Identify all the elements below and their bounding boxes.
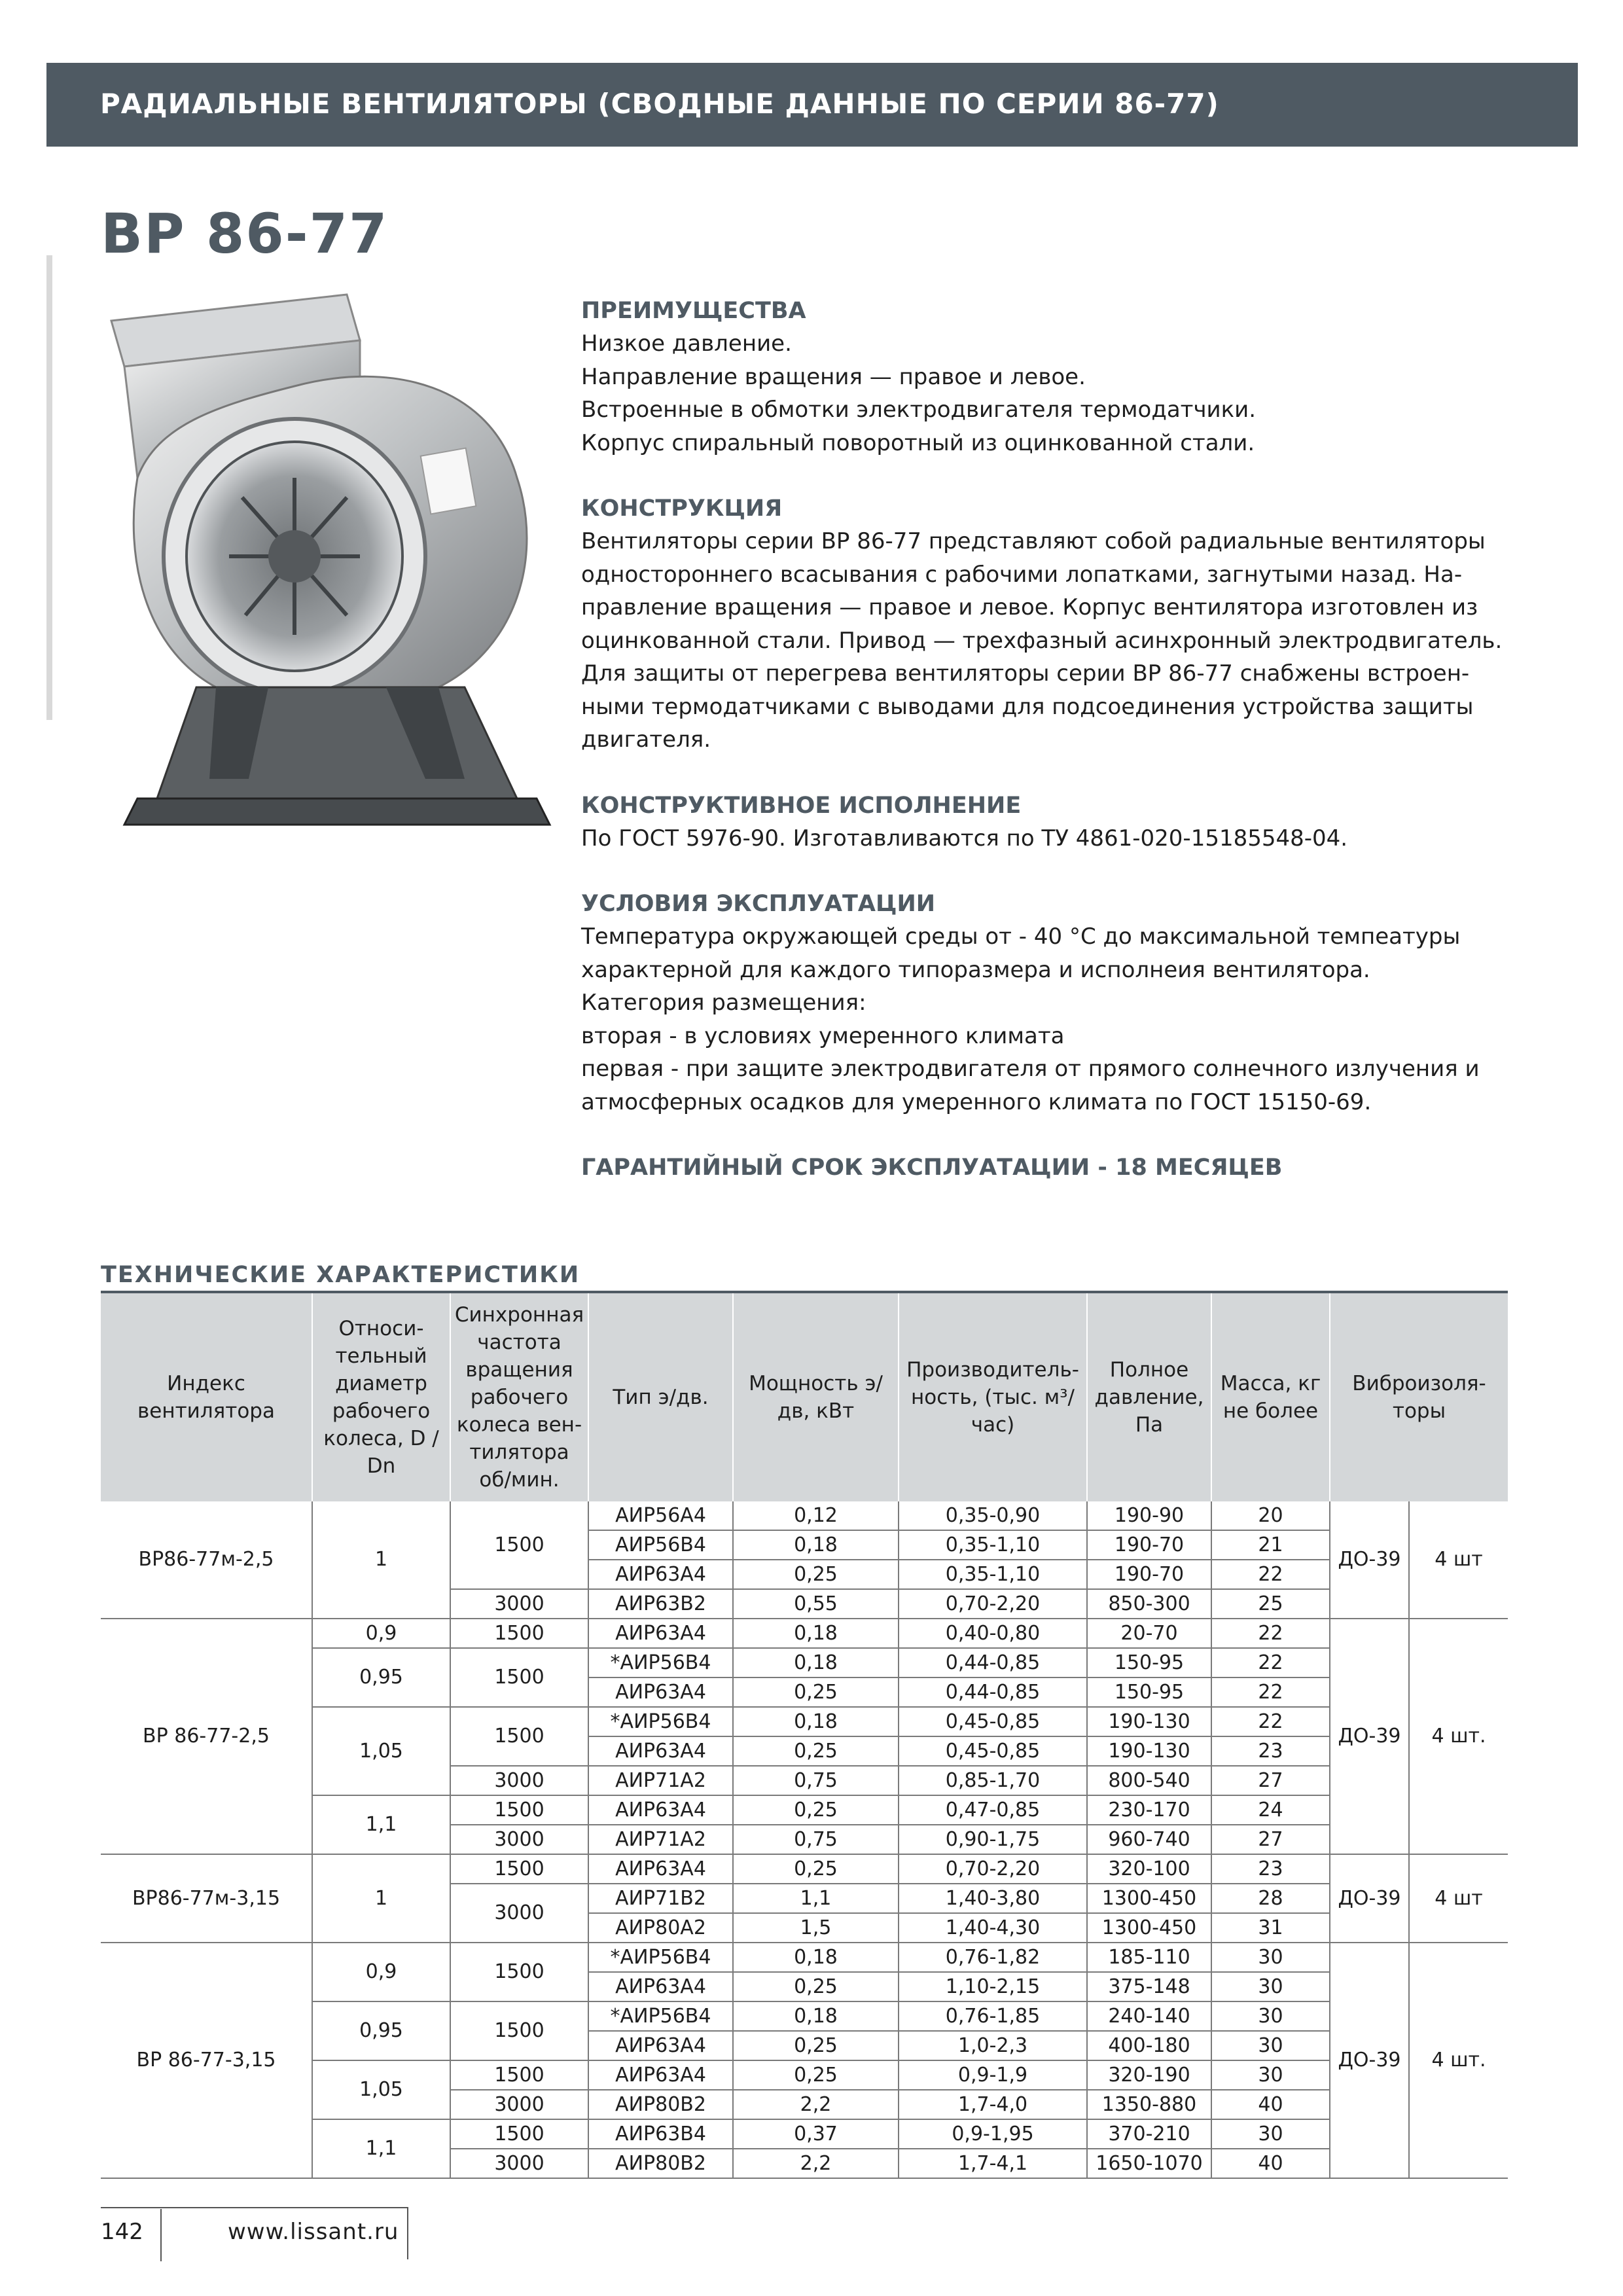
table-row <box>101 1501 1508 1530</box>
cell-diameter: 0,9 <box>312 1619 450 1648</box>
cell-motor: *АИР56В4 <box>588 1648 733 1677</box>
cell-pressure: 150-95 <box>1087 1648 1211 1677</box>
cell-flow: 0,35-0,90 <box>899 1501 1087 1530</box>
cell-mass: 22 <box>1211 1677 1330 1707</box>
cell-index: ВР 86-77-2,5 <box>101 1619 312 1854</box>
cell-motor: АИР71А2 <box>588 1825 733 1854</box>
table-row <box>101 1795 1508 1825</box>
cell-pressure: 320-100 <box>1087 1854 1211 1884</box>
cell-power: 0,18 <box>733 1530 899 1560</box>
cell-mass: 27 <box>1211 1766 1330 1795</box>
cell-motor: АИР63А4 <box>588 1736 733 1766</box>
table-row <box>101 2060 1508 2090</box>
cell-flow: 0,40-0,80 <box>899 1619 1087 1648</box>
table-body <box>101 1501 1508 2178</box>
cell-flow: 0,45-0,85 <box>899 1707 1087 1736</box>
cell-index: ВР 86-77-3,15 <box>101 1943 312 2178</box>
cell-speed: 1500 <box>450 1648 588 1707</box>
cell-mass: 30 <box>1211 2001 1330 2031</box>
cell-diameter: 0,9 <box>312 1943 450 2001</box>
section-line: атмосферных осадков для умеренного климата по ГОСТ 15150-69. <box>581 1088 1372 1115</box>
cell-pressure: 1300-450 <box>1087 1913 1211 1943</box>
cell-index: ВР86-77м-2,5 <box>101 1501 312 1619</box>
table-title: ТЕХНИЧЕСКИЕ ХАРАКТЕРИСТИКИ <box>101 1262 580 1288</box>
page-number: 142 <box>101 2219 143 2245</box>
warranty-heading: ГАРАНТИЙНЫЙ СРОК ЭКСПЛУАТАЦИИ - 18 МЕСЯЦЕВ <box>581 1155 1283 1181</box>
cell-speed: 3000 <box>450 1825 588 1854</box>
header-index: Индекс вентилятора <box>101 1293 312 1501</box>
cell-flow: 0,44-0,85 <box>899 1677 1087 1707</box>
cell-vibro-type: ДО-39 <box>1330 1501 1409 1619</box>
table-row <box>101 2001 1508 2031</box>
cell-speed: 1500 <box>450 1795 588 1825</box>
cell-speed: 3000 <box>450 1884 588 1943</box>
section-line: Низкое давление. <box>581 331 792 357</box>
cell-pressure: 400-180 <box>1087 2031 1211 2060</box>
cell-speed: 1500 <box>450 2001 588 2060</box>
table-row <box>101 1648 1508 1677</box>
cell-pressure: 230-170 <box>1087 1795 1211 1825</box>
cell-motor: АИР63А4 <box>588 1560 733 1589</box>
cell-power: 0,55 <box>733 1589 899 1619</box>
cell-speed: 3000 <box>450 1766 588 1795</box>
cell-power: 1,5 <box>733 1913 899 1943</box>
cell-vibro-qty: 4 шт <box>1409 1501 1508 1619</box>
section-line: Для защиты от перегрева вентиляторы серии ВР 86-77 снабжены встроен- <box>581 660 1470 687</box>
cell-motor: АИР56А4 <box>588 1501 733 1530</box>
cell-power: 0,18 <box>733 1619 899 1648</box>
cell-power: 0,25 <box>733 1677 899 1707</box>
cell-flow: 0,9-1,95 <box>899 2119 1087 2149</box>
cell-motor: АИР63А4 <box>588 1795 733 1825</box>
section-heading: КОНСТРУКЦИЯ <box>581 495 783 522</box>
cell-flow: 0,45-0,85 <box>899 1736 1087 1766</box>
cell-flow: 0,76-1,82 <box>899 1943 1087 1972</box>
cell-speed: 1500 <box>450 2060 588 2090</box>
cell-pressure: 800-540 <box>1087 1766 1211 1795</box>
cell-diameter: 1,1 <box>312 1795 450 1854</box>
cell-mass: 28 <box>1211 1884 1330 1913</box>
cell-mass: 23 <box>1211 1854 1330 1884</box>
cell-speed: 1500 <box>450 1619 588 1648</box>
cell-vibro-qty: 4 шт. <box>1409 1943 1508 2178</box>
footer-url: www.lissant.ru <box>228 2219 399 2245</box>
cell-pressure: 240-140 <box>1087 2001 1211 2031</box>
cell-flow: 0,35-1,10 <box>899 1560 1087 1589</box>
section-line: первая - при защите электродвигателя от прямого солнечного излучения и <box>581 1056 1480 1082</box>
cell-pressure: 190-70 <box>1087 1560 1211 1589</box>
cell-pressure: 375-148 <box>1087 1972 1211 2001</box>
cell-mass: 22 <box>1211 1560 1330 1589</box>
section-line: Температура окружающей среды от - 40 °С до максимальной темпеатуры <box>581 924 1461 950</box>
cell-motor: АИР71А2 <box>588 1766 733 1795</box>
cell-motor: АИР63А4 <box>588 1854 733 1884</box>
cell-diameter: 0,95 <box>312 2001 450 2060</box>
cell-pressure: 320-190 <box>1087 2060 1211 2090</box>
cell-diameter: 1 <box>312 1501 450 1619</box>
section-design <box>581 789 1550 855</box>
cell-power: 2,2 <box>733 2090 899 2119</box>
section-line: По ГОСТ 5976-90. Изготавливаются по ТУ 4861-020-15185548-04. <box>581 825 1348 852</box>
cell-flow: 1,40-3,80 <box>899 1884 1087 1913</box>
cell-mass: 22 <box>1211 1648 1330 1677</box>
cell-pressure: 150-95 <box>1087 1677 1211 1707</box>
section-line: двигателя. <box>581 726 711 753</box>
cell-mass: 40 <box>1211 2090 1330 2119</box>
cell-power: 0,25 <box>733 1560 899 1589</box>
header-vibro: Виброизоля-торы <box>1330 1293 1508 1501</box>
cell-mass: 40 <box>1211 2149 1330 2178</box>
table-row <box>101 1854 1508 1884</box>
cell-power: 0,25 <box>733 1854 899 1884</box>
header-pressure: Полное давление, Па <box>1087 1293 1211 1501</box>
cell-power: 0,18 <box>733 2001 899 2031</box>
section-line: Категория размещения: <box>581 990 866 1016</box>
cell-flow: 1,7-4,0 <box>899 2090 1087 2119</box>
section-construction <box>581 492 1550 757</box>
cell-pressure: 1650-1070 <box>1087 2149 1211 2178</box>
cell-diameter: 0,95 <box>312 1648 450 1707</box>
section-advantages <box>581 295 1550 459</box>
cell-speed: 3000 <box>450 2149 588 2178</box>
cell-vibro-type: ДО-39 <box>1330 1854 1409 1943</box>
table-row <box>101 1707 1508 1736</box>
description-column <box>581 295 1550 1184</box>
section-heading: КОНСТРУКТИВНОЕ ИСПОЛНЕНИЕ <box>581 792 1022 819</box>
cell-power: 0,75 <box>733 1825 899 1854</box>
cell-motor: АИР80В2 <box>588 2090 733 2119</box>
cell-flow: 0,70-2,20 <box>899 1854 1087 1884</box>
header-power: Мощность э/дв, кВт <box>733 1293 899 1501</box>
section-heading: ПРЕИМУЩЕСТВА <box>581 298 806 324</box>
cell-pressure: 190-130 <box>1087 1707 1211 1736</box>
section-line: одностороннего всасывания с рабочими лопатками, загнутыми назад. На- <box>581 561 1463 588</box>
cell-pressure: 1350-880 <box>1087 2090 1211 2119</box>
cell-motor: АИР63А4 <box>588 1619 733 1648</box>
cell-pressure: 185-110 <box>1087 1943 1211 1972</box>
cell-vibro-type: ДО-39 <box>1330 1943 1409 2178</box>
header-diameter: Относи-тельный диаметр рабочего колеса, D / Dn <box>312 1293 450 1501</box>
header-speed: Синхронная частота вращения рабочего колеса вен-тилятора об/мин. <box>450 1293 588 1501</box>
cell-flow: 0,85-1,70 <box>899 1766 1087 1795</box>
cell-power: 0,37 <box>733 2119 899 2149</box>
section-line: Вентиляторы серии ВР 86-77 представляют собой радиальные вентиляторы <box>581 528 1486 554</box>
cell-flow: 1,10-2,15 <box>899 1972 1087 2001</box>
table-header-row <box>101 1293 1508 1501</box>
cell-diameter: 1 <box>312 1854 450 1943</box>
cell-pressure: 190-70 <box>1087 1530 1211 1560</box>
cell-mass: 24 <box>1211 1795 1330 1825</box>
cell-power: 2,2 <box>733 2149 899 2178</box>
section-line: Корпус спиральный поворотный из оцинкованной стали. <box>581 429 1255 456</box>
cell-pressure: 190-90 <box>1087 1501 1211 1530</box>
section-line: Встроенные в обмотки электродвигателя термодатчики. <box>581 397 1257 423</box>
section-heading: УСЛОВИЯ ЭКСПЛУАТАЦИИ <box>581 891 936 917</box>
cell-speed: 1500 <box>450 1707 588 1766</box>
cell-speed: 1500 <box>450 2119 588 2149</box>
cell-flow: 0,70-2,20 <box>899 1589 1087 1619</box>
spec-table <box>101 1293 1508 2179</box>
section-line: Направление вращения — правое и левое. <box>581 363 1086 390</box>
cell-mass: 30 <box>1211 1972 1330 2001</box>
cell-flow: 0,90-1,75 <box>899 1825 1087 1854</box>
table-row <box>101 1943 1508 1972</box>
cell-mass: 23 <box>1211 1736 1330 1766</box>
cell-power: 0,18 <box>733 1707 899 1736</box>
section-operation <box>581 888 1550 1119</box>
footer-rule <box>101 2207 408 2208</box>
cell-motor: АИР63В4 <box>588 2119 733 2149</box>
header-mass: Масса, кг не более <box>1211 1293 1330 1501</box>
cell-flow: 1,40-4,30 <box>899 1913 1087 1943</box>
cell-mass: 22 <box>1211 1707 1330 1736</box>
footer-divider <box>160 2209 162 2261</box>
cell-mass: 21 <box>1211 1530 1330 1560</box>
cell-mass: 22 <box>1211 1619 1330 1648</box>
cell-motor: АИР63А4 <box>588 1677 733 1707</box>
cell-mass: 31 <box>1211 1913 1330 1943</box>
cell-flow: 0,44-0,85 <box>899 1648 1087 1677</box>
cell-flow: 0,47-0,85 <box>899 1795 1087 1825</box>
cell-motor: АИР80А2 <box>588 1913 733 1943</box>
cell-vibro-qty: 4 шт <box>1409 1854 1508 1943</box>
cell-diameter: 1,05 <box>312 1707 450 1795</box>
cell-motor: *АИР56В4 <box>588 2001 733 2031</box>
cell-speed: 1500 <box>450 1501 588 1589</box>
section-line: оцинкованной стали. Привод — трехфазный асинхронный электродвигатель. <box>581 627 1503 654</box>
cell-mass: 30 <box>1211 1943 1330 1972</box>
cell-pressure: 20-70 <box>1087 1619 1211 1648</box>
cell-mass: 25 <box>1211 1589 1330 1619</box>
edge-rule <box>46 255 52 720</box>
cell-power: 0,18 <box>733 1943 899 1972</box>
cell-motor: АИР63В2 <box>588 1589 733 1619</box>
table-row <box>101 2119 1508 2149</box>
cell-power: 0,25 <box>733 2031 899 2060</box>
cell-pressure: 370-210 <box>1087 2119 1211 2149</box>
cell-flow: 0,35-1,10 <box>899 1530 1087 1560</box>
cell-power: 0,18 <box>733 1648 899 1677</box>
cell-diameter: 1,05 <box>312 2060 450 2119</box>
cell-speed: 1500 <box>450 1943 588 2001</box>
cell-power: 0,25 <box>733 1972 899 2001</box>
cell-motor: АИР63А4 <box>588 2031 733 2060</box>
cell-diameter: 1,1 <box>312 2119 450 2178</box>
cell-mass: 30 <box>1211 2060 1330 2090</box>
cell-motor: АИР63А4 <box>588 1972 733 2001</box>
cell-power: 0,75 <box>733 1766 899 1795</box>
cell-motor: *АИР56В4 <box>588 1707 733 1736</box>
cell-motor: АИР63А4 <box>588 2060 733 2090</box>
fan-image <box>98 281 556 844</box>
header-flow: Производитель-ность, (тыс. м³/час) <box>899 1293 1087 1501</box>
cell-flow: 0,76-1,85 <box>899 2001 1087 2031</box>
cell-mass: 27 <box>1211 1825 1330 1854</box>
cell-flow: 1,7-4,1 <box>899 2149 1087 2178</box>
section-line: ными термодатчиками с выводами для подсоединения устройства защиты <box>581 693 1474 720</box>
cell-index: ВР86-77м-3,15 <box>101 1854 312 1943</box>
section-line: правление вращения — правое и левое. Корпус вентилятора изготовлен из <box>581 594 1478 620</box>
cell-vibro-qty: 4 шт. <box>1409 1619 1508 1854</box>
cell-mass: 30 <box>1211 2119 1330 2149</box>
footer-divider <box>407 2207 408 2259</box>
cell-motor: АИР56В4 <box>588 1530 733 1560</box>
cell-power: 0,25 <box>733 1736 899 1766</box>
cell-motor: *АИР56В4 <box>588 1943 733 1972</box>
header-motor: Тип э/дв. <box>588 1293 733 1501</box>
header-band <box>46 63 1578 147</box>
cell-flow: 0,9-1,9 <box>899 2060 1087 2090</box>
cell-speed: 3000 <box>450 2090 588 2119</box>
cell-power: 0,12 <box>733 1501 899 1530</box>
cell-pressure: 190-130 <box>1087 1736 1211 1766</box>
cell-power: 0,25 <box>733 2060 899 2090</box>
cell-speed: 1500 <box>450 1854 588 1884</box>
cell-power: 0,25 <box>733 1795 899 1825</box>
cell-pressure: 1300-450 <box>1087 1884 1211 1913</box>
cell-power: 1,1 <box>733 1884 899 1913</box>
section-line: вторая - в условиях умеренного климата <box>581 1022 1065 1049</box>
header-title: РАДИАЛЬНЫЕ ВЕНТИЛЯТОРЫ (СВОДНЫЕ ДАННЫЕ ПО СЕРИИ 86-77) <box>100 88 1219 120</box>
model-title: ВР 86-77 <box>101 202 389 266</box>
cell-mass: 30 <box>1211 2031 1330 2060</box>
cell-pressure: 960-740 <box>1087 1825 1211 1854</box>
cell-flow: 1,0-2,3 <box>899 2031 1087 2060</box>
cell-pressure: 850-300 <box>1087 1589 1211 1619</box>
cell-vibro-type: ДО-39 <box>1330 1619 1409 1854</box>
cell-mass: 20 <box>1211 1501 1330 1530</box>
section-line: характерной для каждого типоразмера и исполнеия вентилятора. <box>581 956 1370 983</box>
cell-motor: АИР71В2 <box>588 1884 733 1913</box>
table-row <box>101 1619 1508 1648</box>
cell-speed: 3000 <box>450 1589 588 1619</box>
cell-motor: АИР80В2 <box>588 2149 733 2178</box>
